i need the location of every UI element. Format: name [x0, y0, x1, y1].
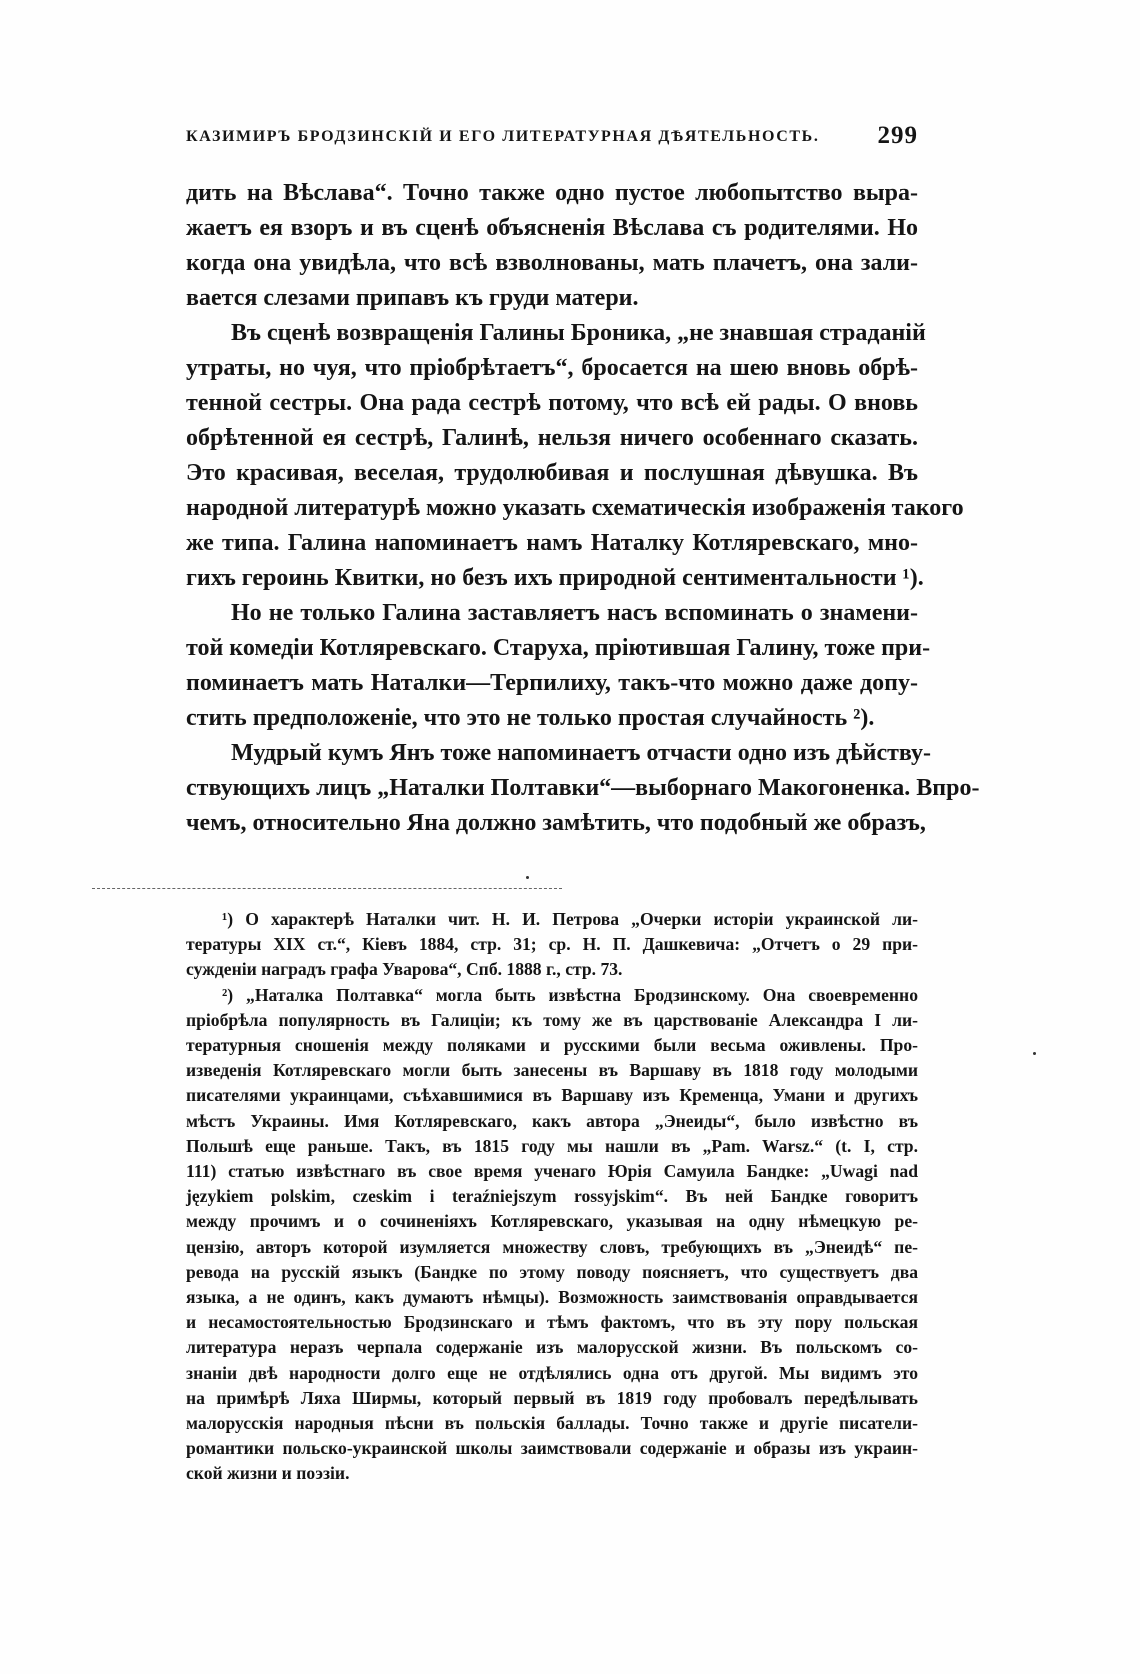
text-line: тенной сестры. Она рада сестрѣ потому, что всѣ ей рады. О вновь: [186, 390, 918, 416]
footnote-line: знаніи двѣ народности долго еще не отдѣлялись одна отъ другой. Мы видимъ это: [186, 1362, 918, 1383]
text-line: народной литературѣ можно указать схематическія изображенія такого: [186, 495, 964, 521]
footnote-line: ¹) О характерѣ Наталки чит. Н. И. Петрова „Очерки исторіи украинской ли-: [222, 909, 918, 929]
footnote-line: ской жизни и поэзіи.: [186, 1463, 350, 1484]
paragraph-1: [186, 176, 918, 316]
main-text: [186, 176, 980, 841]
footnote-line: изведенія Котляревскаго могли быть занесены въ Варшаву въ 1818 году молодыми: [186, 1060, 918, 1081]
footnote-line: тературныя сношенія между поляками и русскими были весьма оживлены. Про-: [186, 1035, 918, 1056]
footnote-line: между прочимъ и о сочиненіяхъ Котляревскаго, указывая на одну нѣмецкую ре-: [186, 1211, 918, 1232]
footnotes: [186, 907, 918, 1487]
footnote-line: сужденіи наградъ графа Уварова“, Спб. 1888 г., стр. 73.: [186, 959, 623, 980]
text-line: чемъ, относительно Яна должно замѣтить, что подобный же образъ,: [186, 810, 926, 836]
footnote-line: языка, а не одинъ, какъ думаютъ нѣмцы). Возможность заимствованія оправдывается: [186, 1287, 918, 1308]
paragraph-3: [186, 596, 931, 736]
footnote-line: пріобрѣла популярность въ Галиціи; къ тому же въ царствованіе Александра I ли-: [186, 1009, 918, 1030]
text-line: утраты, но чуя, что пріобрѣтаетъ“, бросается на шею вновь обрѣ-: [186, 355, 918, 381]
scan-speck: [526, 876, 529, 879]
footnote-line: и несамостоятельностью Бродзинскаго и тѣмъ фактомъ, что въ эту пору польская: [186, 1312, 918, 1333]
footnote-line: мѣстъ Украины. Имя Котляревскаго, какъ автора „Энеиды“, было извѣстно въ: [186, 1110, 918, 1131]
footnote-separator: [92, 888, 562, 889]
text-line: той комедіи Котляревскаго. Старуха, пріютившая Галину, тоже при-: [186, 635, 931, 661]
footnote-line: писателями украинцами, съѣхавшимися въ Варшаву изъ Кременца, Умани и другихъ: [186, 1085, 918, 1106]
text-line: гихъ героинь Квитки, но безъ ихъ природной сентиментальности ¹).: [186, 565, 924, 591]
text-line: ствующихъ лицъ „Наталки Полтавки“—выборнаго Макогоненка. Впро-: [186, 775, 980, 801]
running-title: КАЗИМИРЪ БРОДЗИНСКІЙ И ЕГО ЛИТЕРАТУРНАЯ ДѢЯТЕЛЬНОСТЬ.: [186, 128, 820, 145]
running-header: [186, 124, 918, 154]
text-line: вается слезами припавъ къ груди матери.: [186, 285, 639, 311]
page-number: 299: [877, 122, 918, 149]
footnote-line: 111) статью извѣстнаго въ свое время ученаго Юрія Самуила Бандке: „Uwagi nad: [186, 1161, 918, 1182]
footnote-line: литература неразъ черпала содержаніе изъ малорусской жизни. Въ польскомъ со-: [186, 1337, 918, 1358]
text-line: Мудрый кумъ Янъ тоже напоминаетъ отчасти одно изъ дѣйству-: [231, 740, 932, 766]
paragraph-4: [186, 736, 980, 841]
footnote-line: ²) „Наталка Полтавка“ могла быть извѣстна Бродзинскому. Она своевременно: [222, 984, 918, 1005]
footnote-line: тературы XIX ст.“, Кіевъ 1884, стр. 31; ср. Н. П. Дашкевича: „Отчетъ о 29 при-: [186, 934, 918, 955]
text-line: поминаетъ мать Наталки—Терпилиху, такъ-что можно даже допу-: [186, 670, 918, 696]
footnote-line: малорусскія народныя пѣсни въ польскія баллады. Точно также и другіе писатели-: [186, 1413, 918, 1434]
footnote-line: цензію, авторъ которой изумляется множеству словъ, требующихъ въ „Энеидѣ“ пе-: [186, 1236, 918, 1257]
text-line: обрѣтенной ея сестрѣ, Галинѣ, нельзя ничего особеннаго сказать.: [186, 425, 918, 451]
text-line: Это красивая, веселая, трудолюбивая и послушная дѣвушка. Въ: [186, 460, 918, 486]
footnote-line: на примѣрѣ Ляха Ширмы, который первый въ 1819 году пробовалъ передѣлывать: [186, 1387, 918, 1408]
paragraph-2: [186, 316, 964, 596]
text-line: Въ сценѣ возвращенія Галины Броника, „не знавшая страданій: [231, 320, 926, 346]
footnote-line: językiem polskim, czeskim i teraźniejszym rossyjskim“. Въ ней Бандке говоритъ: [186, 1186, 918, 1207]
scan-speck: [1033, 1052, 1036, 1055]
text-line: когда она увидѣла, что всѣ взволнованы, мать плачетъ, она зали-: [186, 250, 918, 276]
footnote-line: Польшѣ еще раньше. Такъ, въ 1815 году мы нашли въ „Pam. Warsz.“ (t. I, стр.: [186, 1135, 918, 1156]
text-line: стить предположеніе, что это не только простая случайность ²).: [186, 705, 875, 731]
text-line: же типа. Галина напоминаетъ намъ Наталку Котляревскаго, мно-: [186, 530, 918, 556]
text-line: жаетъ ея взоръ и въ сценѣ объясненія Вѣслава съ родителями. Но: [186, 215, 918, 241]
footnote-line: романтики польско-украинской школы заимствовали содержаніе и образы изъ украин-: [186, 1438, 918, 1459]
text-line: Но не только Галина заставляетъ насъ вспоминать о знамени-: [231, 600, 918, 626]
footnote-line: ревода на русскій языкъ (Бандке по этому поводу поясняетъ, что существуетъ два: [186, 1261, 918, 1282]
text-line: дить на Вѣслава“. Точно также одно пустое любопытство выра-: [186, 180, 918, 206]
